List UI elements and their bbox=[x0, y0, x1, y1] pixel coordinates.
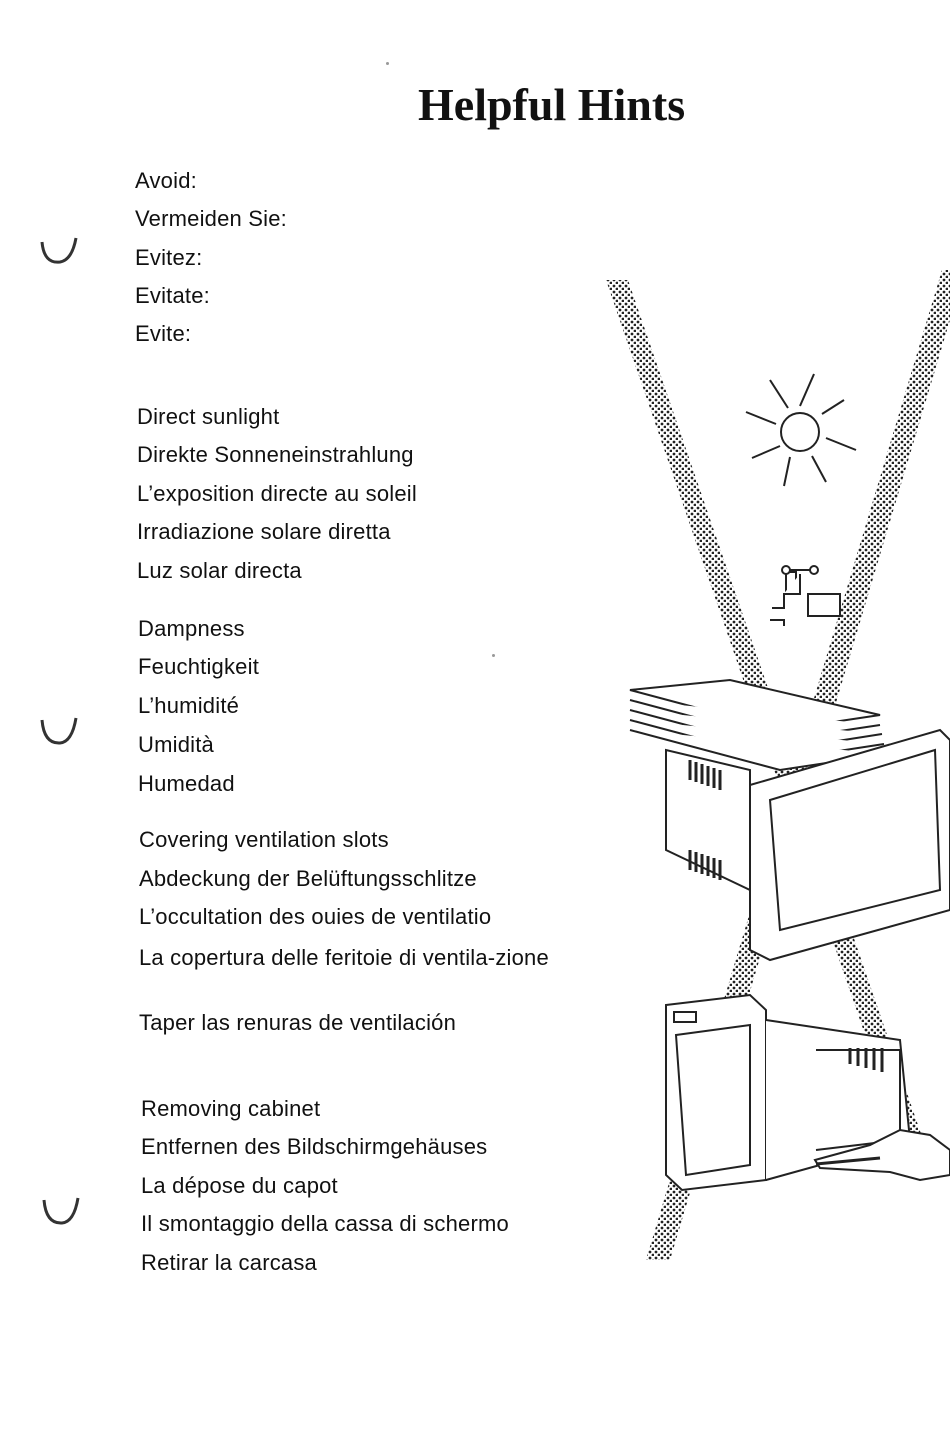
cabinet-fr: La dépose du capot bbox=[141, 1173, 338, 1198]
dampness-es: Humedad bbox=[138, 771, 235, 796]
page-speck bbox=[492, 654, 495, 657]
dampness-fr: L’humidité bbox=[138, 693, 240, 718]
avoid-label-it: Evitate: bbox=[135, 283, 210, 308]
water-tap-icon bbox=[770, 566, 840, 626]
cabinet-it: Il smontaggio della cassa di schermo bbox=[141, 1211, 509, 1236]
avoid-label-es: Evite: bbox=[135, 321, 192, 346]
sunlight-fr: L’exposition directe au soleil bbox=[137, 481, 417, 506]
binder-hole-bottom-icon bbox=[38, 1190, 80, 1232]
binder-hole-middle-icon bbox=[36, 710, 78, 752]
sunlight-de: Direkte Sonneneinstrahlung bbox=[137, 442, 414, 467]
page-speck bbox=[386, 62, 389, 65]
cabinet-en: Removing cabinet bbox=[141, 1096, 321, 1121]
avoid-label-fr: Evitez: bbox=[135, 245, 203, 270]
page-title: Helpful Hints bbox=[418, 79, 686, 130]
cabinet-de: Entfernen des Bildschirmgehäuses bbox=[141, 1134, 488, 1159]
sunlight-es: Luz solar directa bbox=[137, 558, 302, 583]
cabinet-es: Retirar la carcasa bbox=[141, 1250, 317, 1275]
dampness-it: Umidità bbox=[138, 732, 214, 757]
ventilation-es: Taper las renuras de ventilación bbox=[139, 1010, 457, 1035]
hazards-illustration bbox=[600, 260, 950, 1270]
dampness-en: Dampness bbox=[138, 616, 245, 641]
ventilation-fr: L’occultation des ouies de ventilatio bbox=[139, 904, 492, 929]
sunlight-en: Direct sunlight bbox=[137, 404, 280, 429]
avoid-label-en: Avoid: bbox=[135, 168, 197, 193]
ventilation-it: La copertura delle feritoie di ventila-zione bbox=[139, 945, 549, 970]
dampness-de: Feuchtigkeit bbox=[138, 654, 260, 679]
sunlight-it: Irradiazione solare diretta bbox=[137, 519, 391, 544]
binder-hole-top-icon bbox=[36, 228, 78, 270]
ventilation-en: Covering ventilation slots bbox=[139, 827, 389, 852]
ventilation-de: Abdeckung der Belüftungsschlitze bbox=[139, 866, 477, 891]
avoid-label-de: Vermeiden Sie: bbox=[135, 206, 287, 231]
sun-icon bbox=[746, 374, 856, 486]
